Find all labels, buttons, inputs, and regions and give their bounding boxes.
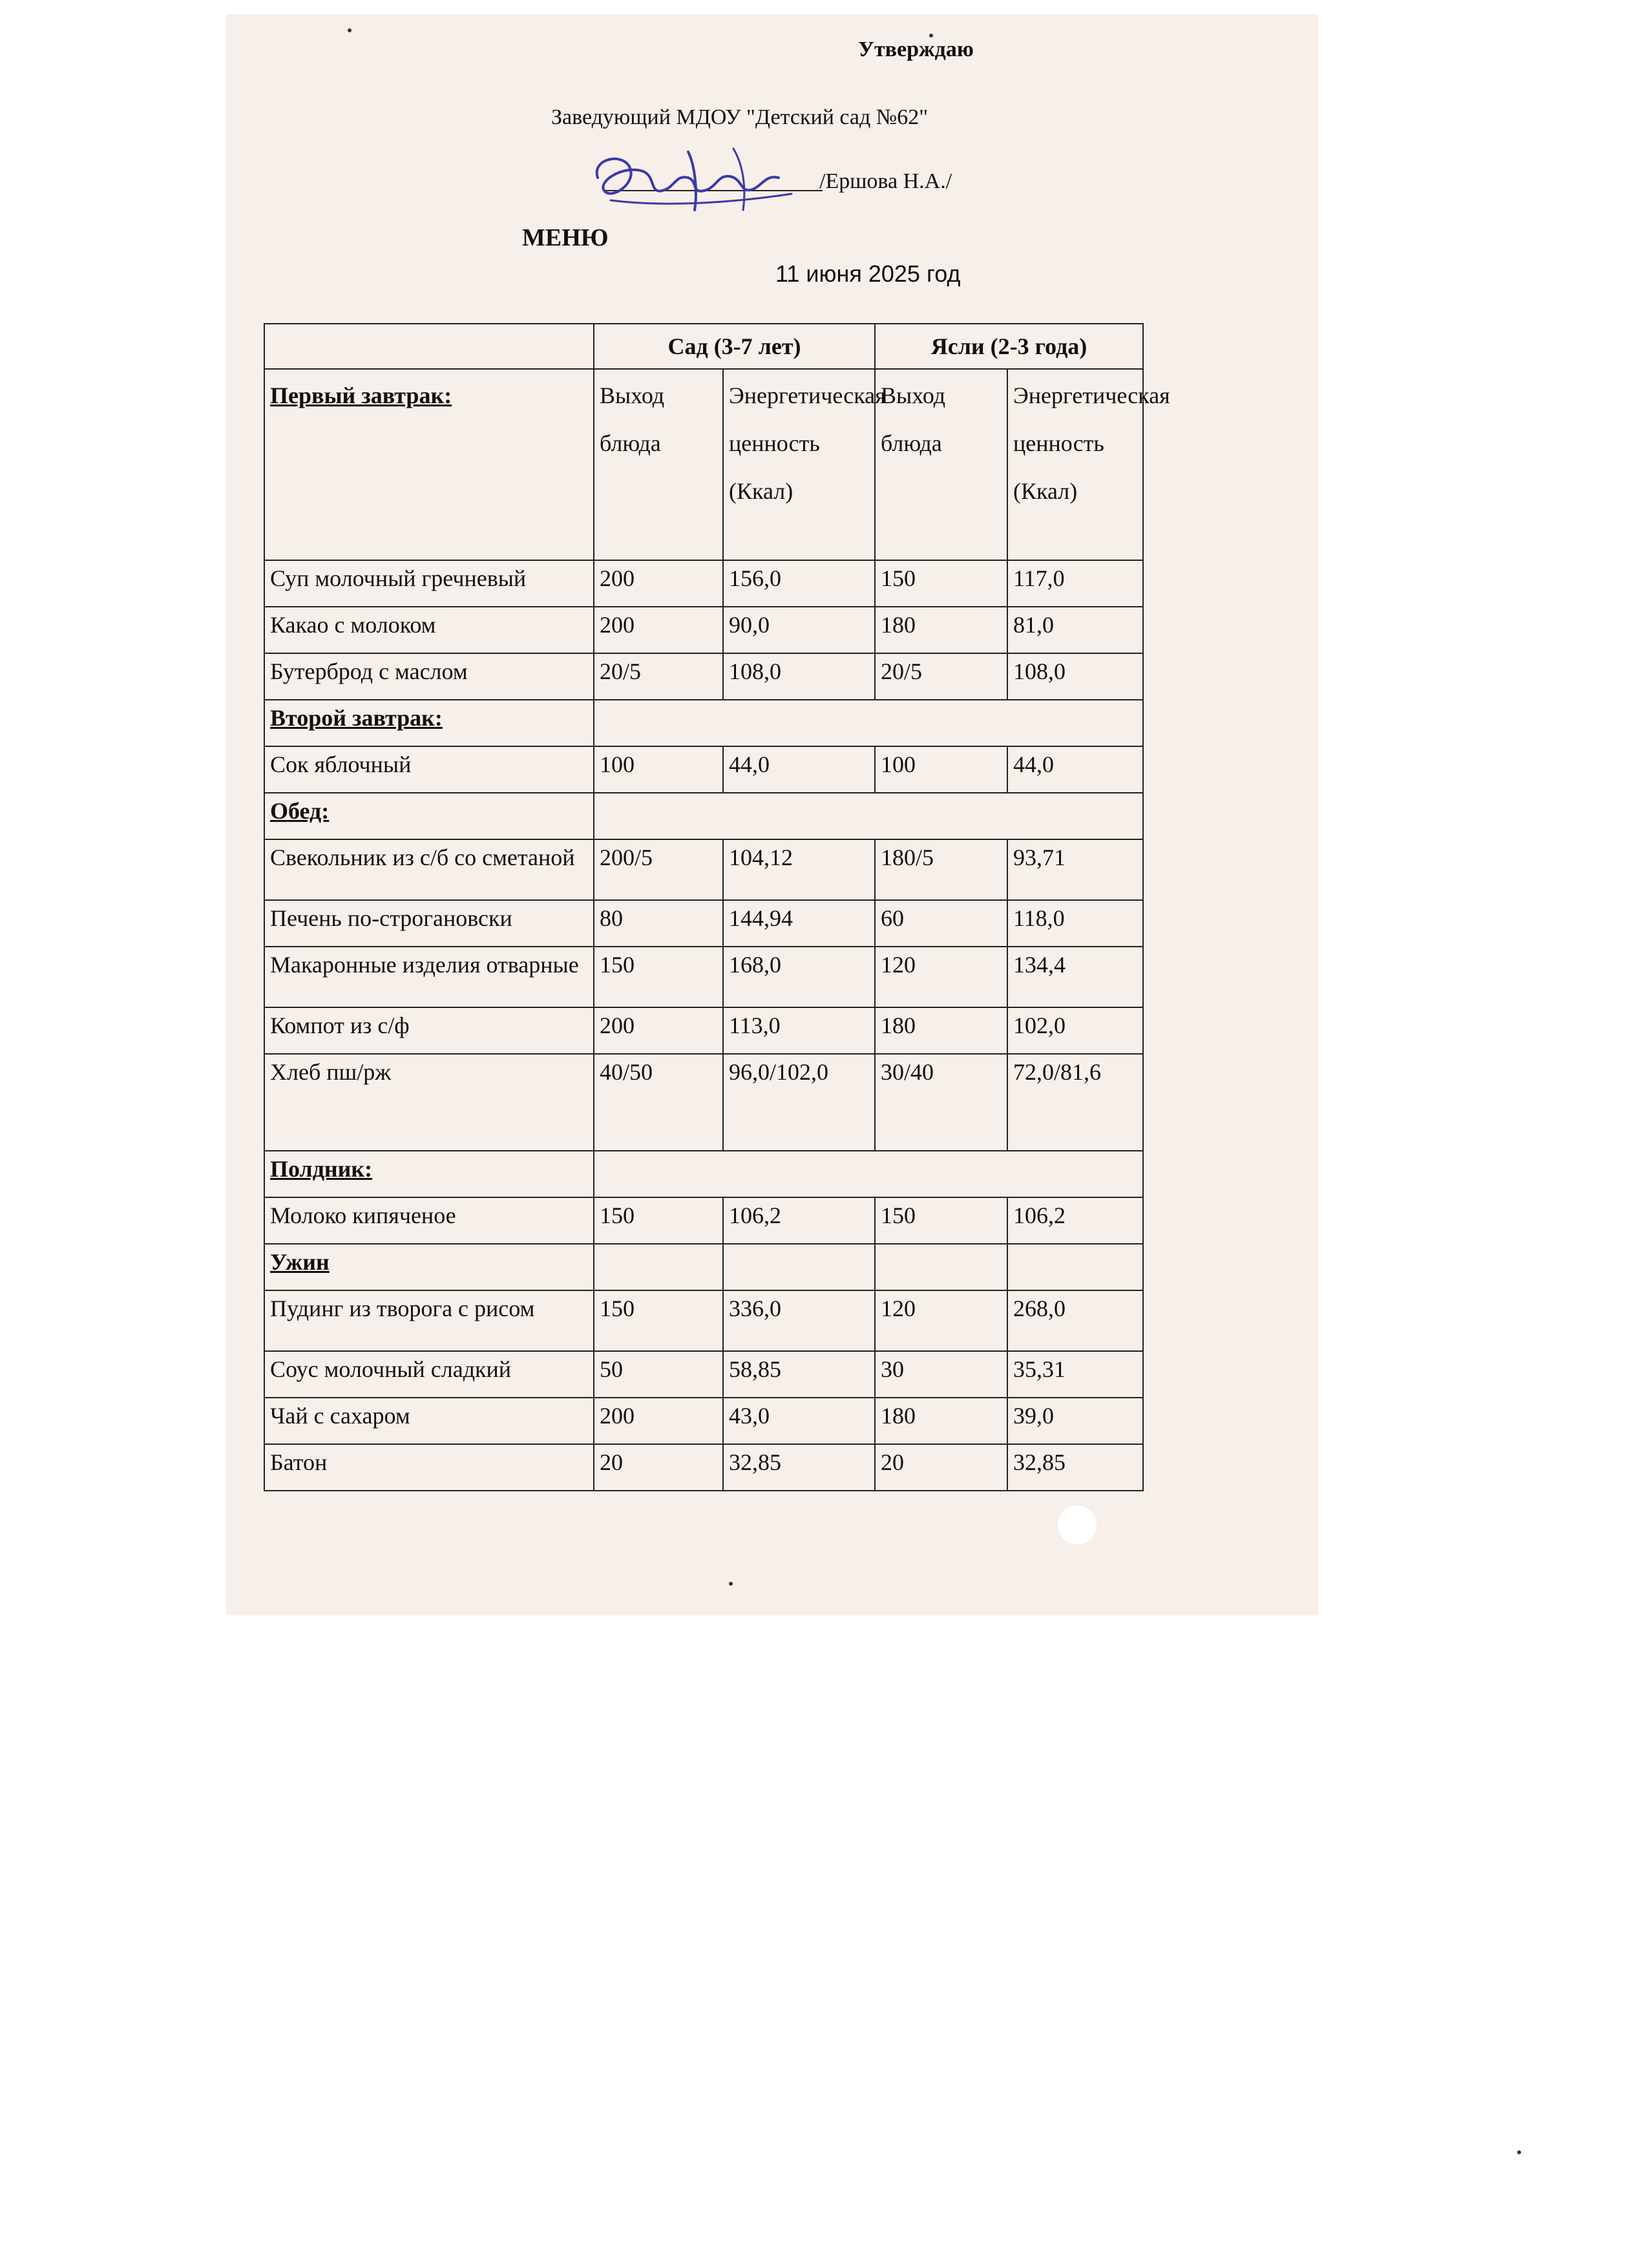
yasli-kcal: 268,0 — [1007, 1290, 1143, 1351]
yasli-kcal: 39,0 — [1007, 1398, 1143, 1444]
section-title: Первый завтрак: — [264, 369, 594, 560]
yasli-output: 20 — [875, 1444, 1007, 1491]
col-energy-yasli: Энергетическая ценность (Ккал) — [1007, 369, 1143, 560]
yasli-kcal: 102,0 — [1007, 1007, 1143, 1054]
dish-name: Батон — [264, 1444, 594, 1491]
section-title: Полдник: — [264, 1151, 594, 1197]
dish-name: Пудинг из творога с рисом — [264, 1290, 594, 1351]
sad-kcal: 144,94 — [723, 900, 875, 947]
sad-output: 20 — [594, 1444, 723, 1491]
dish-name: Хлеб пш/рж — [264, 1054, 594, 1151]
dish-name: Суп молочный гречневый — [264, 560, 594, 607]
sad-output: 200 — [594, 607, 723, 653]
sad-kcal: 96,0/102,0 — [723, 1054, 875, 1151]
sad-output: 100 — [594, 746, 723, 793]
sad-output: 80 — [594, 900, 723, 947]
yasli-output: 150 — [875, 560, 1007, 607]
yasli-kcal: 81,0 — [1007, 607, 1143, 653]
table-row — [264, 1197, 1143, 1244]
table-group-header — [264, 324, 1143, 369]
sad-output: 150 — [594, 1197, 723, 1244]
menu-title: МЕНЮ — [522, 224, 609, 251]
table-row — [264, 839, 1143, 900]
empty-cell — [875, 1244, 1007, 1290]
dish-name: Печень по-строгановски — [264, 900, 594, 947]
yasli-kcal: 44,0 — [1007, 746, 1143, 793]
section-title: Ужин — [264, 1244, 594, 1290]
section-row — [264, 1244, 1143, 1290]
section-row — [264, 1151, 1143, 1197]
table-row — [264, 900, 1143, 947]
col-output-sad: Выход блюда — [594, 369, 723, 560]
yasli-kcal: 108,0 — [1007, 653, 1143, 700]
table-row — [264, 746, 1143, 793]
table-row — [264, 1398, 1143, 1444]
section-row — [264, 793, 1143, 839]
section-row — [264, 700, 1143, 746]
group-yasli: Ясли (2-3 года) — [875, 324, 1143, 369]
empty-cell — [723, 1244, 875, 1290]
paper-blot — [1058, 1506, 1097, 1544]
sad-kcal: 104,12 — [723, 839, 875, 900]
scan-speck — [1517, 2150, 1521, 2154]
yasli-output: 180 — [875, 1007, 1007, 1054]
yasli-kcal: 32,85 — [1007, 1444, 1143, 1491]
sad-kcal: 156,0 — [723, 560, 875, 607]
table-row — [264, 560, 1143, 607]
table-row — [264, 1054, 1143, 1151]
signer-name: /Ершова Н.А./ — [819, 169, 952, 193]
table-row — [264, 1351, 1143, 1398]
yasli-output: 150 — [875, 1197, 1007, 1244]
sad-output: 200 — [594, 1007, 723, 1054]
section-title: Второй завтрак: — [264, 700, 594, 746]
menu-date: 11 июня 2025 год — [775, 260, 961, 287]
table-row — [264, 653, 1143, 700]
yasli-output: 180 — [875, 1398, 1007, 1444]
empty-cell — [594, 700, 1143, 746]
sad-output: 150 — [594, 947, 723, 1007]
yasli-output: 120 — [875, 1290, 1007, 1351]
empty-cell — [594, 1244, 723, 1290]
sad-kcal: 106,2 — [723, 1197, 875, 1244]
table-row — [264, 1444, 1143, 1491]
empty-cell — [594, 1151, 1143, 1197]
scan-speck — [348, 28, 352, 32]
menu-table — [264, 323, 1170, 1491]
yasli-output: 60 — [875, 900, 1007, 947]
sad-output: 200/5 — [594, 839, 723, 900]
dish-name: Бутерброд с маслом — [264, 653, 594, 700]
sad-kcal: 43,0 — [723, 1398, 875, 1444]
yasli-output: 120 — [875, 947, 1007, 1007]
approve-position: Заведующий МДОУ "Детский сад №62" — [551, 105, 929, 129]
approve-title: Утверждаю — [858, 37, 974, 61]
yasli-output: 20/5 — [875, 653, 1007, 700]
col-output-yasli: Выход блюда — [875, 369, 1007, 560]
sad-kcal: 32,85 — [723, 1444, 875, 1491]
yasli-output: 180 — [875, 607, 1007, 653]
yasli-kcal: 93,71 — [1007, 839, 1143, 900]
yasli-output: 180/5 — [875, 839, 1007, 900]
sad-kcal: 108,0 — [723, 653, 875, 700]
empty-cell — [1007, 1244, 1143, 1290]
yasli-kcal: 72,0/81,6 — [1007, 1054, 1143, 1151]
sad-kcal: 44,0 — [723, 746, 875, 793]
empty-cell — [594, 793, 1143, 839]
dish-name: Компот из с/ф — [264, 1007, 594, 1054]
dish-name: Соус молочный сладкий — [264, 1351, 594, 1398]
table-row — [264, 947, 1143, 1007]
section-title: Обед: — [264, 793, 594, 839]
scan-speck — [729, 1582, 733, 1586]
dish-name: Макаронные изделия отварные — [264, 947, 594, 1007]
table-row — [264, 1007, 1143, 1054]
dish-name: Чай с сахаром — [264, 1398, 594, 1444]
yasli-output: 100 — [875, 746, 1007, 793]
sad-output: 200 — [594, 560, 723, 607]
table-row — [264, 607, 1143, 653]
sad-output: 50 — [594, 1351, 723, 1398]
sad-kcal: 58,85 — [723, 1351, 875, 1398]
yasli-kcal: 35,31 — [1007, 1351, 1143, 1398]
sad-output: 20/5 — [594, 653, 723, 700]
sad-output: 40/50 — [594, 1054, 723, 1151]
sad-kcal: 336,0 — [723, 1290, 875, 1351]
empty-cell — [264, 324, 594, 369]
yasli-kcal: 118,0 — [1007, 900, 1143, 947]
yasli-kcal: 134,4 — [1007, 947, 1143, 1007]
yasli-output: 30/40 — [875, 1054, 1007, 1151]
dish-name: Сок яблочный — [264, 746, 594, 793]
table-row — [264, 1290, 1143, 1351]
col-energy-sad: Энергетическая ценность (Ккал) — [723, 369, 875, 560]
yasli-output: 30 — [875, 1351, 1007, 1398]
sad-kcal: 168,0 — [723, 947, 875, 1007]
dish-name: Молоко кипяченое — [264, 1197, 594, 1244]
sad-output: 150 — [594, 1290, 723, 1351]
dish-name: Свекольник из с/б со сметаной — [264, 839, 594, 900]
sad-output: 200 — [594, 1398, 723, 1444]
handwritten-signature — [585, 139, 817, 216]
table-column-header — [264, 369, 1143, 560]
yasli-kcal: 117,0 — [1007, 560, 1143, 607]
sad-kcal: 90,0 — [723, 607, 875, 653]
group-sad: Сад (3-7 лет) — [594, 324, 875, 369]
yasli-kcal: 106,2 — [1007, 1197, 1143, 1244]
dish-name: Какао с молоком — [264, 607, 594, 653]
sad-kcal: 113,0 — [723, 1007, 875, 1054]
